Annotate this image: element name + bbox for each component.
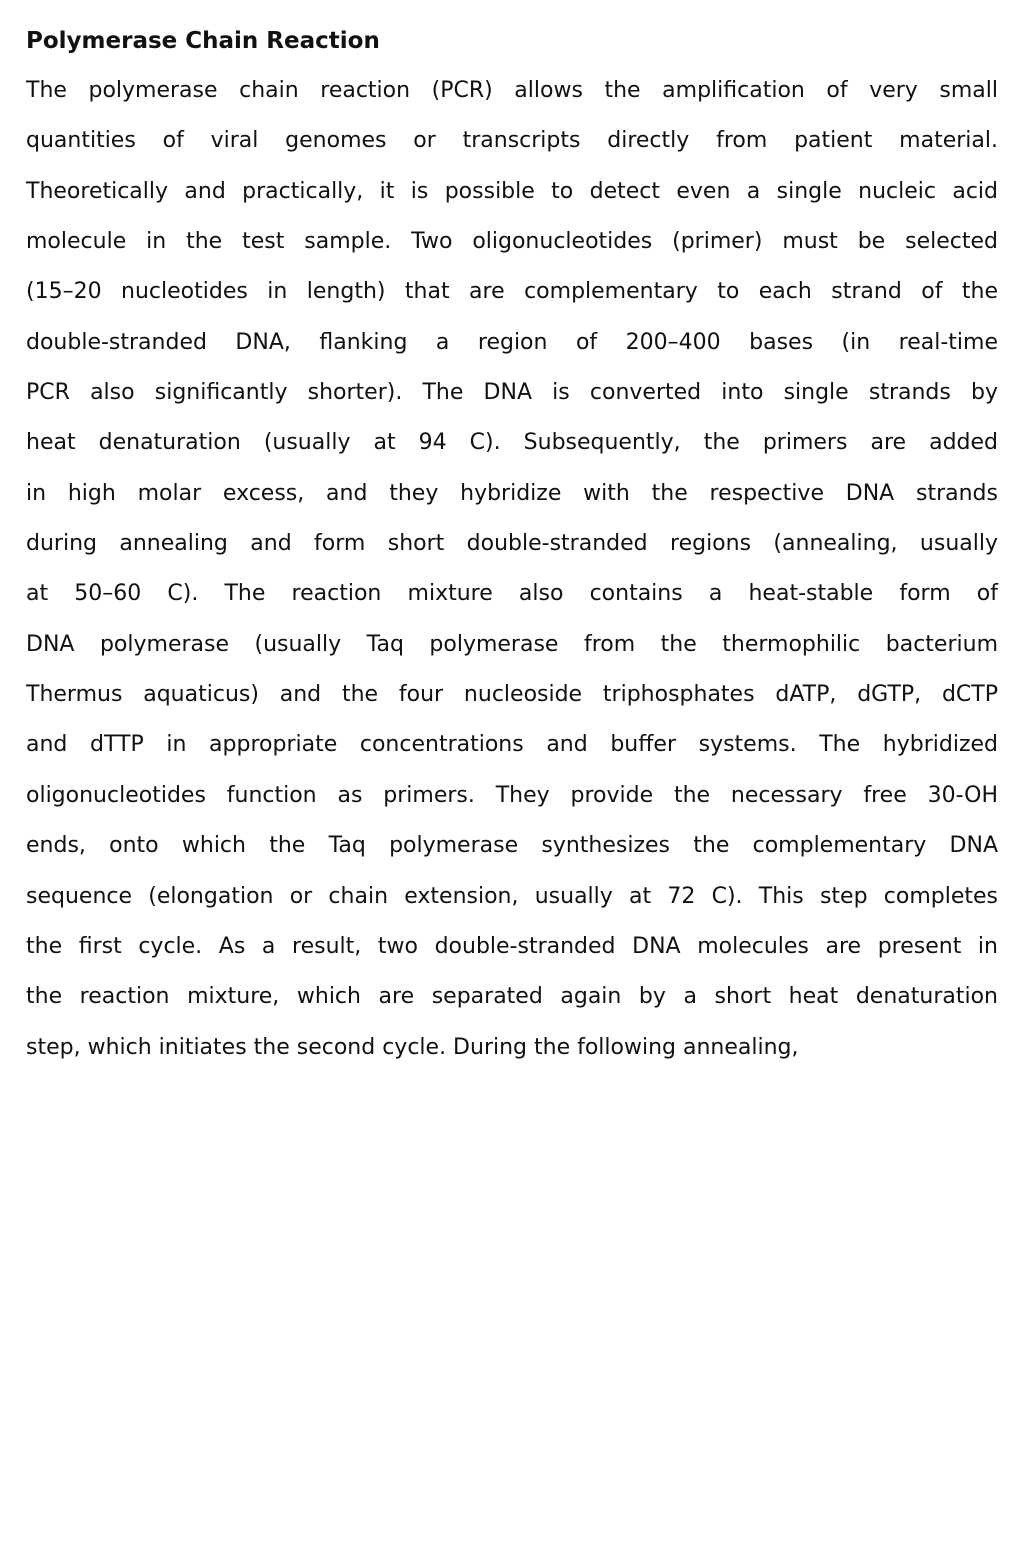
paragraph-line: in high molar excess, and they hybridize with the respective DNA strands (26, 480, 998, 506)
paragraph-line: ends, onto which the Taq polymerase synthesizes the complementary DNA (26, 833, 998, 859)
paragraph-line: (15–20 nucleotides in length) that are complementary to each strand of the (26, 279, 998, 305)
paragraph-line: Thermus aquaticus) and the four nucleoside triphosphates dATP, dGTP, dCTP (26, 682, 998, 708)
paragraph-line: PCR also significantly shorter). The DNA is converted into single strands by (26, 380, 998, 406)
section-title: Polymerase Chain Reaction (26, 28, 380, 54)
paragraph-line: molecule in the test sample. Two oligonucleotides (primer) must be selected (26, 229, 998, 255)
paragraph-line: the first cycle. As a result, two double-stranded DNA molecules are present in (26, 933, 998, 959)
paragraph-line: Theoretically and practically, it is possible to detect even a single nucleic acid (26, 178, 998, 204)
paragraph-line: double-stranded DNA, flanking a region of 200–400 bases (in real-time (26, 329, 998, 355)
paragraph-line: sequence (elongation or chain extension, usually at 72 C). This step completes (26, 883, 998, 909)
paragraph-line: heat denaturation (usually at 94 C). Subsequently, the primers are added (26, 430, 998, 456)
paragraph-line: the reaction mixture, which are separated again by a short heat denaturation (26, 984, 998, 1010)
paragraph-line: The polymerase chain reaction (PCR) allows the amplification of very small (26, 78, 998, 103)
paragraph-line: oligonucleotides function as primers. They provide the necessary free 30-OH (26, 782, 998, 808)
paragraph-line: quantities of viral genomes or transcripts directly from patient material. (26, 128, 998, 154)
paragraph-line: during annealing and form short double-stranded regions (annealing, usually (26, 531, 998, 557)
paragraph-line: at 50–60 C). The reaction mixture also contains a heat-stable form of (26, 581, 998, 607)
paragraph-line: DNA polymerase (usually Taq polymerase from the thermophilic bacterium (26, 631, 998, 657)
body-paragraph (26, 74, 998, 1081)
paragraph-line: step, which initiates the second cycle. During the following annealing, (26, 1034, 799, 1060)
paragraph-line: and dTTP in appropriate concentrations and buffer systems. The hybridized (26, 732, 998, 758)
